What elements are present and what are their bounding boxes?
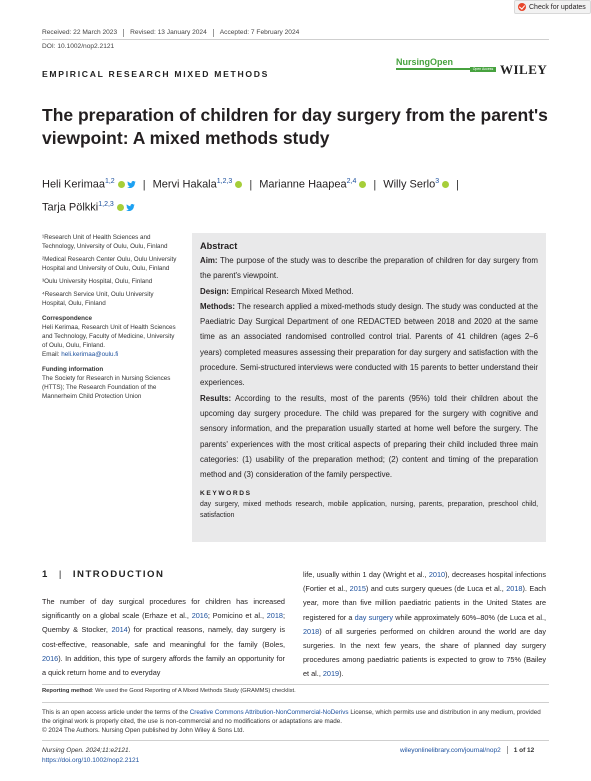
front-matter-sidebar [42,233,177,405]
affiliation: ²Medical Research Center Oulu, Oulu University Hospital and University of Oulu, Oulu, Finland [42,256,177,272]
author-affiliation[interactable]: 1,2 [104,178,115,185]
affiliation: ³Oulu University Hospital, Oulu, Finland [42,278,153,285]
keywords: day surgery, mixed methods research, mobile application, nursing, parents, preparation, preschool child, satisfaction [200,501,538,519]
section-title: INTRODUCTION [72,569,165,580]
author-affiliation[interactable]: 2,4 [346,178,357,185]
footer-right [400,746,534,754]
author-name[interactable]: Tarja Pölkki [42,201,99,214]
keyword-link[interactable]: day surgery [354,612,393,622]
reporting-method [42,688,296,694]
aim-text: The purpose of the study was to describe the preparation of children for day surgery from the parent's viewpoint. [200,256,538,281]
reporting-method-text: : We used the Good Reporting of A Mixed Methods Study (GRAMMS) checklist. [91,688,296,694]
methods-label: Methods: [200,301,236,311]
email-label: Email: [42,351,62,358]
correspondence-text: Heli Kerimaa, Research Unit of Health Sciences and Technology, Faculty of Medicine, University of Oulu, Oulu, Finland. [42,324,176,349]
results-label: Results: [200,393,232,403]
divider [42,740,549,741]
revised-date: Revised: 13 January 2024 [130,29,207,36]
journal-logo[interactable]: NursingOpen [396,57,454,67]
section-label: EMPIRICAL RESEARCH MIXED METHODS [42,69,270,79]
publisher-logo[interactable]: WILEY [500,62,548,77]
design-text: Empirical Research Mixed Method. [228,286,354,296]
divider [42,702,549,703]
citation-link[interactable]: 2019 [322,669,340,679]
received-date: Received: 22 March 2023 [42,29,118,36]
orcid-icon[interactable] [442,181,449,188]
divider [42,684,549,685]
orcid-icon[interactable] [117,204,124,211]
reporting-method-label: Reporting method [42,688,92,694]
check-icon [518,3,526,11]
methods-text: The research applied a mixed-methods study design. The study was conducted at the Paediatric Day Surgical Department of one REDACTED between 2018 and 2020 at the same time as an associated randomised controlled control trial. Parents of 41 children (ages 2–6 years) completed measures assessing their preparation for day surgery and satisfaction with the procedure. Semi-structured interviews were conducted with 15 parents to better understand their experiences. [200,301,538,388]
journal-site-link[interactable]: wileyonlinelibrary.com/journal/nop2 [400,746,501,754]
aim-label: Aim: [200,256,218,265]
funding-heading: Funding information [42,366,104,373]
divider [42,39,549,40]
abstract-aim [200,253,538,284]
author-affiliation[interactable]: 1,2,3 [98,200,114,208]
check-for-updates-button[interactable] [514,0,591,14]
results-text: According to the results, most of the parents (95%) told their children about the upcoming day surgery procedure. The child was prepared for the surgery with cognitive and sensory information, and the preparation usually started at home well before the surgery. The parents' experiences with the most critical aspects of preparing their child included three main categories: (1) usability of the preparation method; (2) content and timing of the preparation method and (3) consideration of the family perspective. [200,393,538,480]
article-dates [42,29,299,37]
copyright: © 2024 The Authors. Nursing Open published by John Wiley & Sons Ltd. [42,727,245,734]
page-number: 1 of 12 [513,746,535,754]
orcid-icon[interactable] [118,181,125,188]
citation-link[interactable]: 2014 [111,625,128,635]
body-column-left: The number of day surgical procedures for children has increased significantly on a global scale (Erhaze et al., 2016; Pomicino et al., 2018; Quemby & Stocker, 2014) for practical reasons, namely, day surgery is cost-effective, reasonable, safe and meaningful for the family (Boles, 2016). In addition, this type of surgery affords the family an opportunity for a quick return home and to everyday [42,597,285,678]
footer-citation [42,746,139,765]
citation-link[interactable]: 2015 [349,584,366,594]
affiliation: ¹Research Unit of Health Sciences and Technology, University of Oulu, Oulu, Finland [42,234,168,250]
keywords-heading: KEYWORDS [200,490,252,498]
author-name[interactable]: Marianne Haapea [259,178,347,191]
design-label: Design: [200,286,229,296]
citation-link[interactable]: 2010 [428,570,446,579]
abstract-design [200,284,538,299]
article-title: The preparation of children for day surgery from the parent's viewpoint: A mixed methods study [42,105,548,148]
citation-link[interactable]: 2018 [506,584,523,594]
doi: DOI: 10.1002/nop2.2121 [42,43,115,50]
body-column-right: life, usually within 1 day (Wright et al., 2010), decreases hospital infections (Fortier et al., 2015) and cuts surgery queues (de Luca et al., 2018). Each year, more than five million paediatric patients in the United States are registered for a day surgery while approximately 60%–80% (de Luca et al., 2018) of all surgeries performed on children around the world are day surgeries. In the next few years, the share of planned day surgery procedures among paediatric patients is expected to grow to 75% (Bailey et al., 2019). [303,570,547,679]
citation-link[interactable]: 2018 [266,611,283,621]
twitter-icon[interactable] [126,204,135,211]
abstract-methods [200,299,538,391]
open-access-badge: Open Access [470,67,496,72]
author-name[interactable]: Mervi Hakala [152,178,217,191]
author-name[interactable]: Heli Kerimaa [42,178,105,191]
citation-link[interactable]: 2016 [42,653,59,663]
check-for-updates-label: Check for updates [529,3,586,11]
abstract-heading: Abstract [200,241,238,251]
orcid-icon[interactable] [359,181,366,188]
author-name[interactable]: Willy Serlo [383,178,436,191]
author-list: Heli Kerimaa$^{1,2}$ | Mervi Hakala$^{1,2,3}$ | Marianne Haapea$^{2,4}$ | Willy Serlo$^3$ | Tarja Pölkki$^{1,2,3}$ [42,178,459,214]
section-heading: 1 | INTRODUCTION [42,569,165,580]
abstract-results [200,391,538,483]
accepted-date: Accepted: 7 February 2024 [219,29,300,36]
author-affiliation[interactable]: 3 [435,178,440,185]
section-number: 1 [42,569,49,580]
license-statement: This is an open access article under the terms of the Creative Commons Attribution-NonCommercial-NoDerivs License, which permits use and distribution in any medium, provided the original work is properly cited, the use is non-commercial and no modifications or adaptations are made. © 2024 The Authors. Nursing Open published by John Wiley & Sons Ltd. [42,709,541,734]
correspondence-heading: Correspondence [42,315,93,322]
citation-link[interactable]: 2018 [303,626,320,636]
author-affiliation[interactable]: 1,2,3 [216,178,233,185]
affiliation: ⁴Research Service Unit, Oulu University Hospital, Oulu, Finland [42,291,154,307]
abstract-box [192,233,546,542]
citation-text: Nursing Open. 2024;11:e2121. [42,747,131,754]
citation-link[interactable]: 2016 [191,611,208,621]
orcid-icon[interactable] [235,181,242,188]
doi-link[interactable]: https://doi.org/10.1002/nop2.2121 [42,756,140,764]
funding-text: The Society for Research in Nursing Sciences (HTTS); The Research Foundation of the Mannerheim Child Protection Union [42,375,171,400]
twitter-icon[interactable] [127,181,136,188]
email-link[interactable]: heli.kerimaa@oulu.fi [61,351,119,358]
license-link[interactable]: Creative Commons Attribution-NonCommercial-NoDerivs [189,709,349,716]
